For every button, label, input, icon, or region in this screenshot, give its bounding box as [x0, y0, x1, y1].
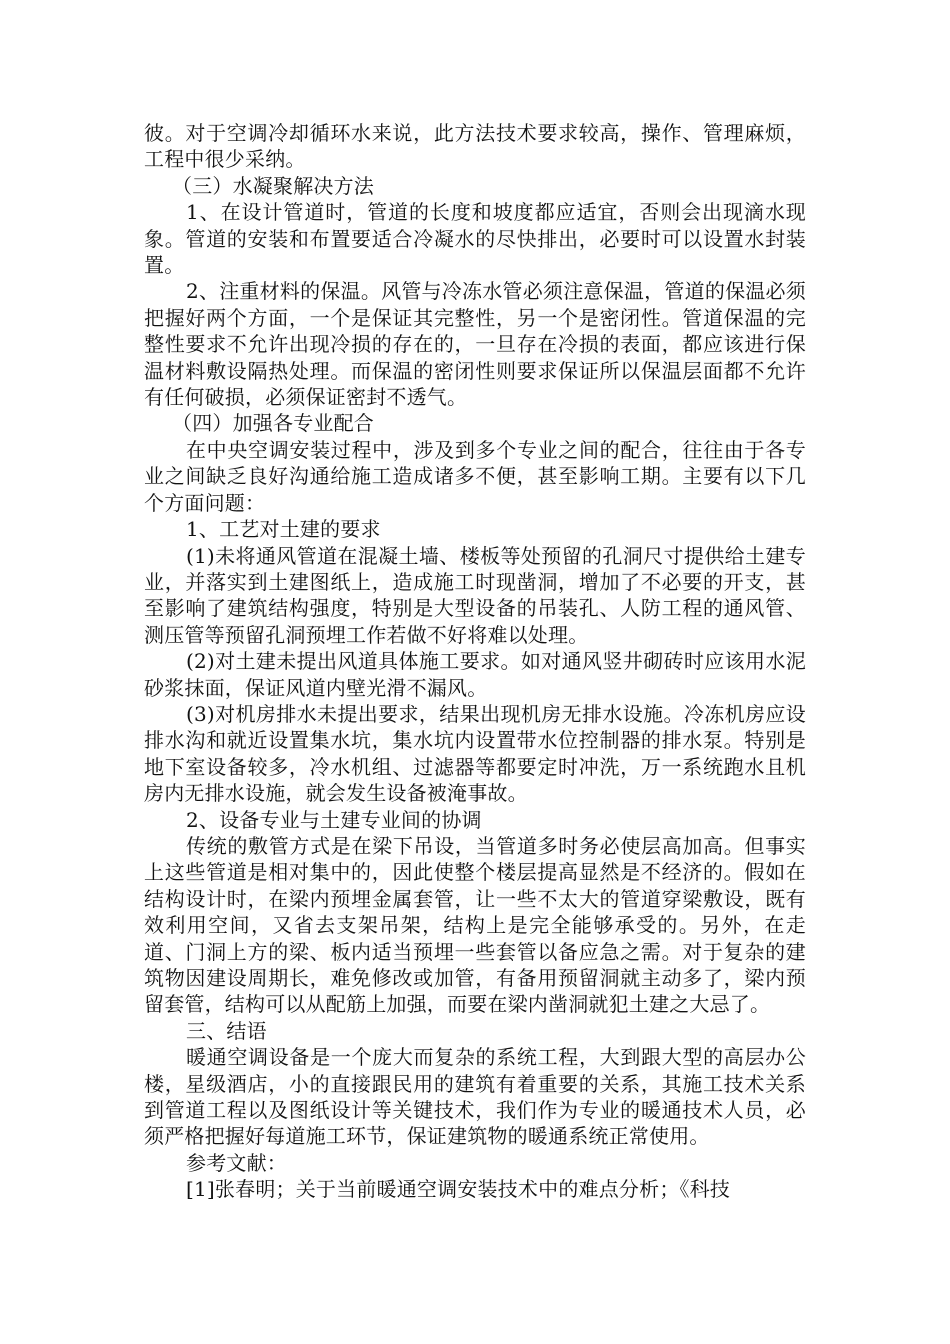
section-heading-conclusion: 三、结语	[186, 1018, 267, 1043]
paragraph-conclusion: 暖通空调设备是一个庞大而复杂的系统工程，大到跟大型的高层办公楼，星级酒店，小的直接跟民用的建筑有着重要的关系，其施工技术关系到管道工程以及图纸设计等关键技术，我们作为专业的暖通技术人员，必须严格把握好每道施工环节，保证建筑物的暖通系统正常使用。	[144, 1045, 806, 1149]
paragraph-insulation: 2、注重材料的保温。风管与冷冻水管必须注意保温，管道的保温必须把握好两个方面，一个是保证其完整性，另一个是密闭性。管道保温的完整性要求不允许出现冷损的存在的，一旦存在冷损的表面，都应该进行保温材料敷设隔热处理。而保温的密闭性则要求保证所以保温层面都不允许有任何破损，必须保证密封不透气。	[144, 279, 806, 410]
paragraph-item-1: (1)未将通风管道在混凝土墙、楼板等处预留的孔洞尺寸提供给土建专业，并落实到土建图纸上，造成施工时现凿洞，增加了不必要的开支，甚至影响了建筑结构强度，特别是大型设备的吊装孔、人防工程的通风管、测压管等预留孔洞预埋工作若做不好将难以处理。	[144, 543, 806, 647]
reference-item-1: [1]张春明；关于当前暖通空调安装技术中的难点分析；《科技	[186, 1177, 731, 1202]
paragraph-item-3: (3)对机房排水未提出要求，结果出现机房无排水设施。冷冻机房应设排水沟和就近设置集水坑，集水坑内设置带水位控制器的排水泵。特别是地下室设备较多，冷水机组、过滤器等都要定时冲洗，万一系统跑水且机房内无排水设施，就会发生设备被淹事故。	[144, 701, 806, 806]
subheading-civil-requirements: 1、工艺对土建的要求	[186, 517, 381, 542]
references-heading: 参考文献：	[186, 1150, 287, 1175]
section-heading-4: （四）加强各专业配合	[172, 411, 374, 436]
document-page	[144, 120, 806, 1203]
paragraph-pipe-design: 1、在设计管道时，管道的长度和坡度都应适宜，否则会出现滴水现象。管道的安装和布置要适合冷凝水的尽快排出，必要时可以设置水封装置。	[144, 200, 806, 278]
section-heading-3: （三）水凝聚解决方法	[172, 173, 374, 198]
paragraph-coordination-intro: 在中央空调安装过程中，涉及到多个专业之间的配合，往往由于各专业之间缺乏良好沟通给施工造成诸多不便，甚至影响工期。主要有以下几个方面问题：	[144, 437, 806, 515]
paragraph-item-2: (2)对土建未提出风道具体施工要求。如对通风竖井砌砖时应该用水泥砂浆抹面，保证风道内壁光滑不漏风。	[144, 649, 806, 700]
paragraph-continuation: 彼。对于空调冷却循环水来说，此方法技术要求较高，操作、管理麻烦，工程中很少采纳。	[144, 121, 806, 172]
subheading-equipment-coordination: 2、设备专业与土建专业间的协调	[186, 807, 482, 832]
paragraph-pipe-laying: 传统的敷管方式是在梁下吊设，当管道多时务必使层高加高。但事实上这些管道是相对集中的，因此使整个楼层提高显然是不经济的。假如在结构设计时，在梁内预埋金属套管，让一些不太大的管道穿梁敷设，既有效利用空间，又省去支架吊架，结构上是完全能够承受的。另外，在走道、门洞上方的梁、板内适当预埋一些套管以备应急之需。对于复杂的建筑物因建设周期长，难免修改或加管，有备用预留洞就主动多了，梁内预留套管，结构可以从配筋上加强，而要在梁内凿洞就犯土建之大忌了。	[144, 833, 806, 1017]
